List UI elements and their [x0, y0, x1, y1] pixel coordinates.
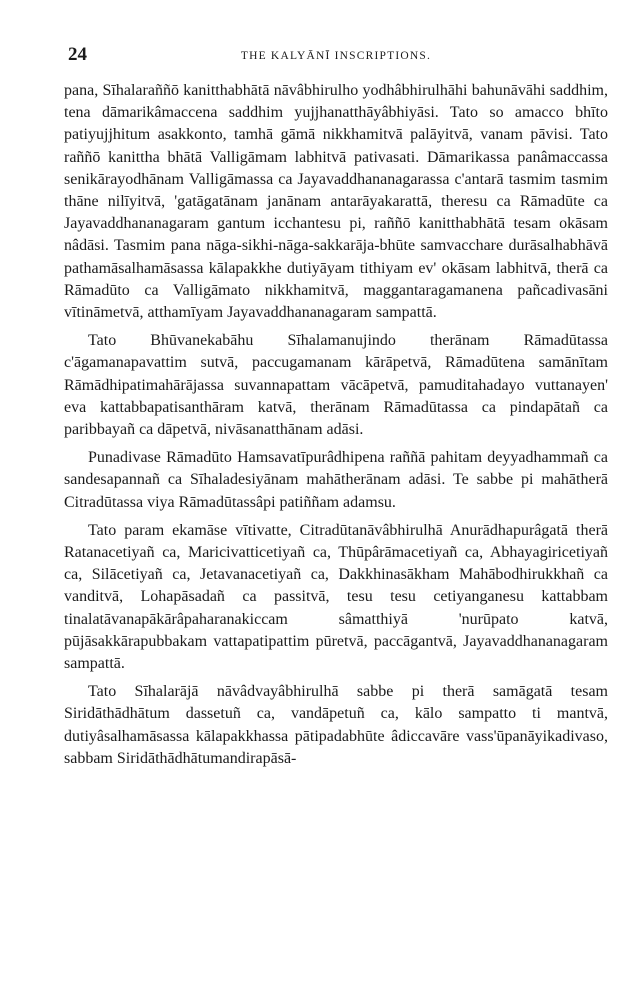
- paragraph-2: Tato Bhūvanekabāhu Sīhalamanujindo therānam Rāmadūtassa c'āgamanapavattim sutvā, paccugamanam kārāpetvā, Rāmadūtena samānītam Rāmādhipatimahārājassa suvannapattam vācāpetvā, pamuditahadayo vuttanayen' eva kattabbapatisanthāram katvā, therānam Rāmadūtassa ca pindapātañ ca paribbayañ ca dāpetvā, nivāsanatthānam adāsi.: [64, 332, 608, 439]
- running-title: THE KALYĀNĪ INSCRIPTIONS.: [240, 50, 432, 62]
- paragraph-5: Tato Sīhalarājā nāvâdvayâbhirulhā sabbe pi therā samāgatā tesam Siridāthādhātum dassetuñ ca, vandāpetuñ ca, kālo sampatto ti mantvā, dutiyâsalhamāsassa kālapakkhassa pātipadabhūte âdiccavāre vass'ūpanāyikadivaso, sabbam Siridāthādhātumandirapāsā-: [64, 683, 608, 767]
- page-number: 24: [68, 44, 87, 65]
- paragraph-3: Punadivase Rāmadūto Hamsavatīpurâdhipena raññā pahitam deyyadhammañ ca sandesapannañ ca Sīhaladesiyānam mahātherānam adāsi. Te sabbe pi mahātherā Citradūtassa viya Rāmadūtassâpi patiññam adamsu.: [64, 449, 608, 511]
- page-header: [64, 44, 608, 70]
- paragraph-4: Tato param ekamāse vītivatte, Citradūtanāvâbhirulhā Anurādhapurâgatā therā Ratanacetiyañ ca, Maricivatticetiyañ ca, Thūpârāmacetiyañ ca, Abhayagiricetiyañ ca, Silācetiyañ ca, Jetavanacetiyañ ca, Dakkhinasākham Mahābodhirukkhañ ca vanditvā, Lohapāsadañ ca passitvā, tesu tesu cetiyanganesu kattabbam tinalatāvanapākārâpaharanakiccam sâmatthiyā 'nurūpato katvā, pūjāsakkārapubbakam vattapatipattim pūretvā, paccāgantvā, Jayavaddhananagaram sampattā.: [64, 521, 608, 673]
- paragraph-1: pana, Sīhalaraññō kanitthabhātā nāvâbhirulho yodhâbhirulhāhi bahunāvāhi saddhim, tena dāmarikâmaccena saddhim yujjhanatthāyâbhiyāsi. Tato so amacco bhīto patiyujjhitum asakkonto, tamhā gāmā nikkhamitvā palāyitvā, vanam pāvisi. Tato raññō kanittha bhātā Valligāmam labhitvā pativasati. Dāmarikassa panâmaccassa senikārayodhānam Valligāmassa ca Jayavaddhananagarassa c'antarā tasmim tasmim thāne nilīyitvā, 'gatāgatānam janānam antarāyakarattā, theresu ca Rāmadūte ca Jayavaddhananagaram gantum icchantesu pi, raññō kanitthabhātā tesam okāsam nâdāsi. Tasmim pana nāga-sikhi-nāga-sakkarāja-bhūte samvacchare durāsalhabhāvā pathamāsalhamāsassa kālapakkhe dutiyāyam tithiyam ev' okāsam labhitvā, therā ca Rāmadūto ca Valligāmato nikkhamitvā, maggantaragamanena pañcadivasāni vītināmetvā, atthamīyam Jayavaddhananagaram sampattā.: [64, 82, 608, 322]
- body-text: [64, 80, 608, 770]
